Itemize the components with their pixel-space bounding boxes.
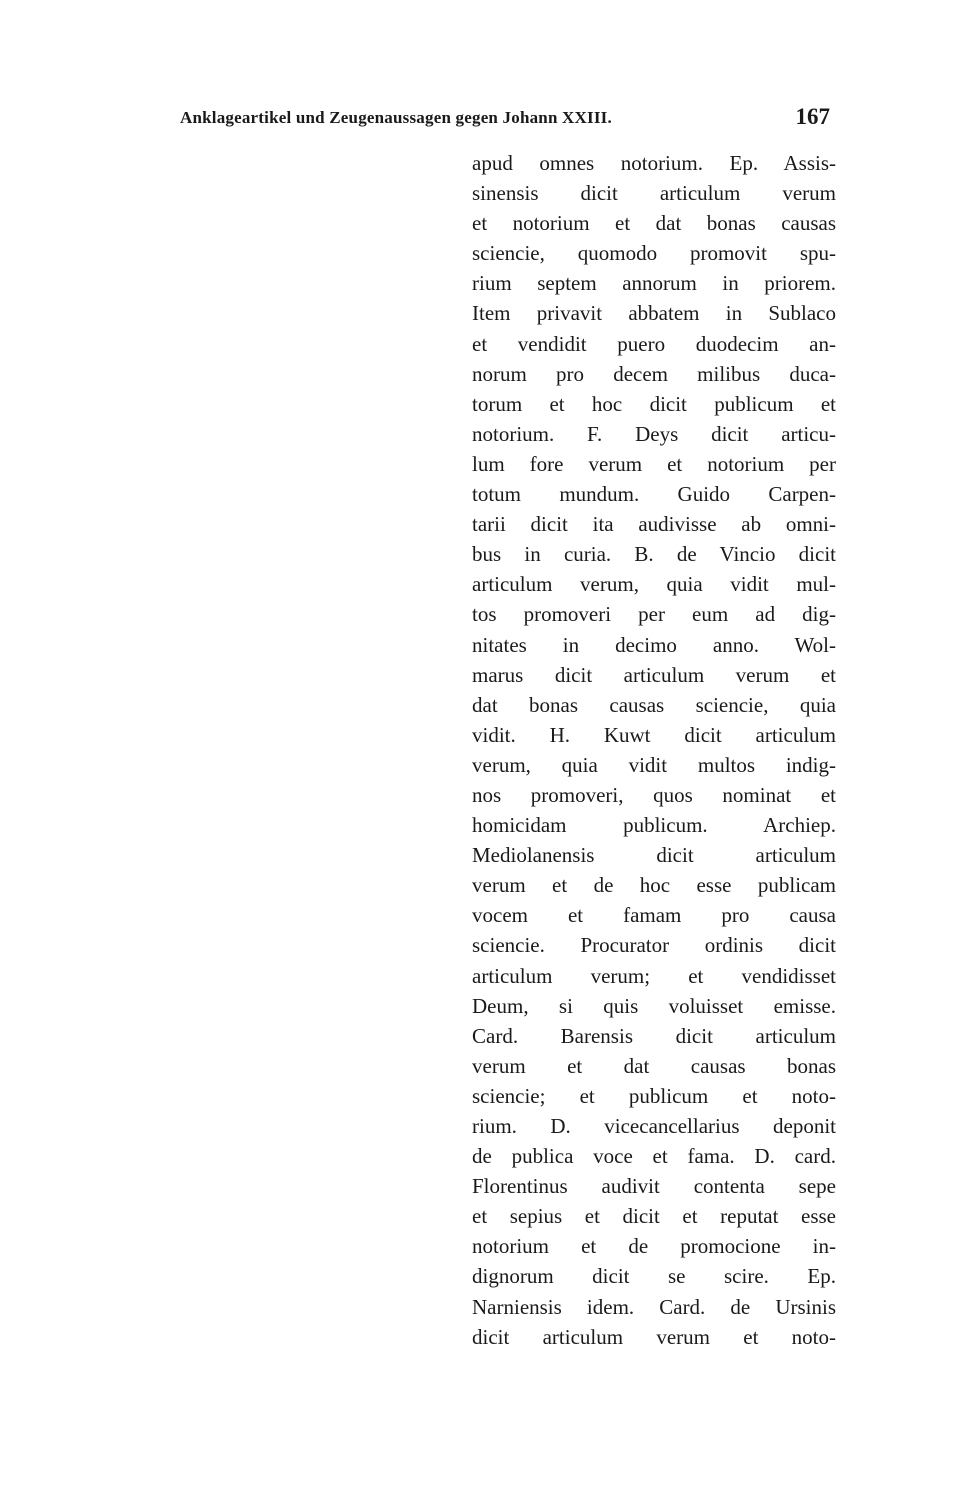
text-line: bus in curia. B. de Vincio dicit [472,542,836,567]
text-line: dignorum dicit se scire. Ep. [472,1264,836,1289]
text-line: tos promoveri per eum ad dig- [472,602,836,627]
text-line: norum pro decem milibus duca- [472,361,836,386]
text-line: Florentinus audivit contenta sepe [472,1174,836,1199]
text-line: sciencie; et publicum et noto- [472,1083,836,1108]
text-line: dicit articulum verum et noto- [472,1324,836,1349]
text-line: et vendidit puero duodecim an- [472,331,836,356]
text-line: verum et dat causas bonas [472,1053,836,1078]
text-line: vocem et famam pro causa [472,903,836,928]
text-line: lum fore verum et notorium per [472,451,836,476]
text-line: notorium et de promocione in- [472,1234,836,1259]
text-line: articulum verum, quia vidit mul- [472,572,836,597]
text-line: apud omnes notorium. Ep. Assis- [472,151,836,175]
running-title: Anklageartikel und Zeugenaussagen gegen Johann XXIII. [180,108,612,127]
text-line: homicidam publicum. Archiep. [472,813,836,838]
text-line: nos promoveri, quos nominat et [472,782,836,807]
text-line: vidit. H. Kuwt dicit articulum [472,722,836,747]
text-line: notorium. F. Deys dicit articu- [472,421,836,446]
text-column [472,148,836,1352]
text-line: et sepius et dicit et reputat esse [472,1204,836,1229]
text-line: sciencie. Procurator ordinis dicit [472,933,836,958]
text-line: Item privavit abbatem in Sublaco [472,301,836,326]
text-line: Card. Barensis dicit articulum [472,1023,836,1048]
text-line: verum, quia vidit multos indig- [472,752,836,777]
text-line: et notorium et dat bonas causas [472,211,836,236]
text-line: verum et de hoc esse publicam [472,873,836,898]
text-line: sinensis dicit articulum verum [472,181,836,206]
text-line: tarii dicit ita audivisse ab omni- [472,512,836,537]
text-line: nitates in decimo anno. Wol- [472,632,836,657]
text-line: dat bonas causas sciencie, quia [472,692,836,717]
text-line: rium septem annorum in priorem. [472,271,836,296]
text-line: torum et hoc dicit publicum et [472,391,836,416]
text-line: articulum verum; et vendidisset [472,963,836,988]
text-line: sciencie, quomodo promovit spu- [472,241,836,266]
text-line: marus dicit articulum verum et [472,662,836,687]
text-line: rium. D. vicecancellarius deponit [472,1114,836,1138]
running-head [180,104,830,136]
text-line: Mediolanensis dicit articulum [472,843,836,868]
text-line: de publica voce et fama. D. card. [472,1144,836,1169]
page-number: 167 [795,104,830,129]
text-line: totum mundum. Guido Carpen- [472,482,836,507]
text-line: Narniensis idem. Card. de Ursinis [472,1294,836,1319]
text-line: Deum, si quis voluisset emisse. [472,993,836,1018]
